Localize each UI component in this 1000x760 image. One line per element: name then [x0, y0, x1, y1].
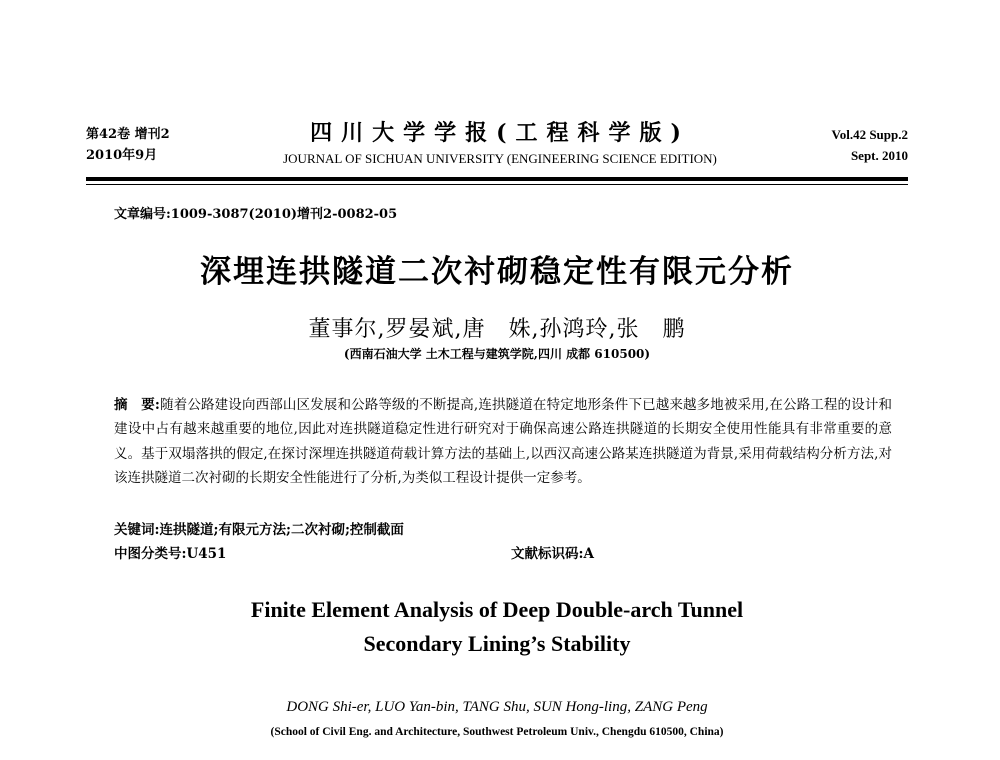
abstract-label: 摘 要:: [114, 397, 160, 413]
journal-masthead: [250, 118, 750, 168]
volume-en: Vol.42 Supp.2: [831, 127, 908, 142]
paper-title-en-line1: Finite Element Analysis of Deep Double-arch Tunnel: [250, 597, 744, 622]
article-number: 文章编号:1009-3087(2010)增刊2-0082-05: [114, 207, 398, 222]
authors-cn: 董事尔,罗晏斌,唐 姝,孙鸿玲,张 鹏: [308, 317, 686, 342]
document-code: 文献标识码:A: [511, 546, 594, 562]
header-right: [832, 124, 908, 166]
paper-title-en-line2: Secondary Lining’s Stability: [363, 631, 631, 656]
header-left: [86, 124, 170, 166]
paper-title-cn: 深埋连拱隧道二次衬砌稳定性有限元分析: [200, 254, 794, 290]
date-en: Sept. 2010: [850, 148, 908, 163]
affiliation-en: (School of Civil Eng. and Architecture, Southwest Petroleum Univ., Chengdu 610500, China): [270, 726, 724, 738]
affiliation-cn: (西南石油大学 土木工程与建筑学院,四川 成都 610500): [343, 347, 651, 361]
abstract-text: 随着公路建设向西部山区发展和公路等级的不断提高,连拱隧道在特定地形条件下已越来越多地被采用,在公路工程的设计和建设中占有越来越重要的地位,因此对连拱隧道稳定性进行研究对于确保高速公路连拱隧道的长期安全使用性能具有非常重要的意义。基于双塌落拱的假定,在探讨深埋连拱隧道荷载计算方法的基础上,以西汉高速公路某连拱隧道为背景,采用荷载结构分析方法,对该连拱隧道二次衬砌的长期安全性能进行了分析,为类似工程设计提供一定参考。: [114, 397, 892, 487]
paper-title-en: [86, 593, 908, 661]
date-cn: 2010年9月: [86, 148, 158, 163]
keywords: 关键词:连拱隧道;有限元方法;二次衬砌;控制截面: [114, 522, 404, 538]
journal-title-cn: 四川大学学报(工程科学版): [310, 120, 690, 146]
journal-title-en: JOURNAL OF SICHUAN UNIVERSITY (ENGINEERING SCIENCE EDITION): [283, 151, 717, 166]
clc-number: 中图分类号:U451: [114, 546, 227, 562]
abstract: [114, 393, 892, 491]
volume-issue-cn: 第42卷 增刊2: [86, 127, 170, 142]
header-rule-thick: [86, 177, 908, 181]
header-rule-thin: [86, 184, 908, 185]
authors-en: DONG Shi-er, LUO Yan-bin, TANG Shu, SUN Hong-ling, ZANG Peng: [286, 699, 708, 715]
